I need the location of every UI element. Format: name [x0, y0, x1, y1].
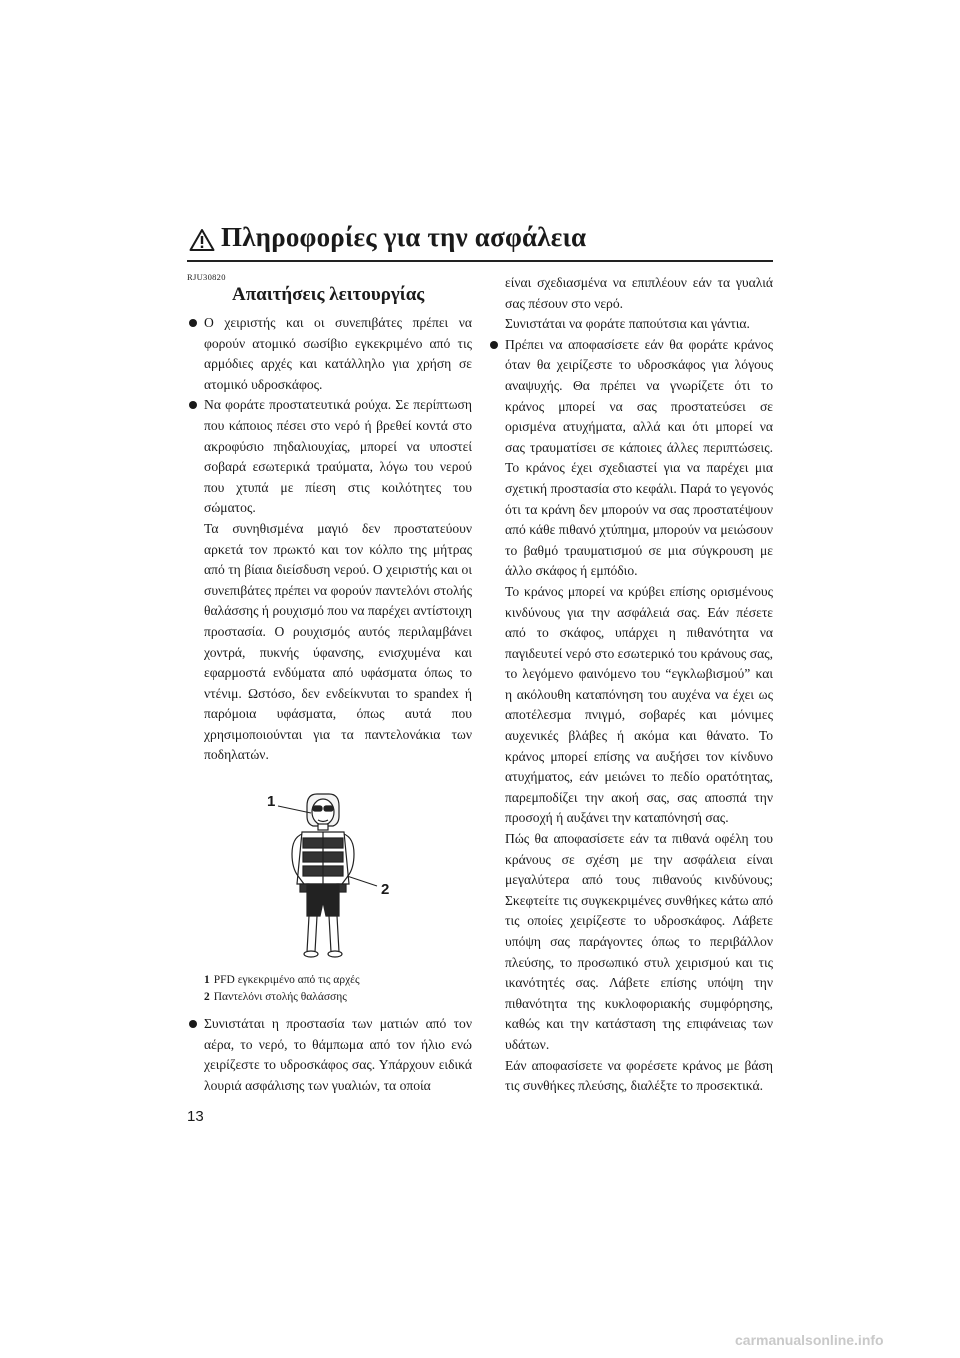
- figure-pfd-illustration: [187, 786, 472, 964]
- section-code: RJU30820: [187, 272, 226, 282]
- bullet-dot-icon: [189, 401, 197, 409]
- bullet-text: Ο χειριστής και οι συνεπιβάτες πρέπει να φορούν ατομικό σωσίβιο εγκεκριμένο από τις αρμόδιες αρχές και κατάλληλο για χρήση σε ατομικό υδροσκάφος.: [204, 315, 472, 392]
- caption-item: [204, 989, 472, 1006]
- caption-text: Παντελόνι στολής θαλάσσης: [213, 991, 347, 1004]
- figure-callout-1: 1: [267, 793, 276, 811]
- figure-captions: [187, 972, 472, 1006]
- bullet-item: [187, 313, 472, 395]
- paragraph: Το κράνος μπορεί να κρύβει επίσης ορισμένους κινδύνους για την ασφάλειά σας. Εάν πέσετε από το σκάφος, υπάρχει η πιθανότητα να παγιδευτεί νερό στο εσωτερικό του κράνους σας, το λεγόμενο φαινόμενο του “εγκλωβισμού” και η ακόλουθη καταπόνηση του αυχένα να έχει ως αποτέλεσμα πνιγμό, σοβαρές και μόνιμες αυχενικές βλάβες ή ακόμα και θάνατο. Το κράνος μπορεί επίσης να αυξήσει τον κίνδυνο ατυχήματος, εάν μειώνει το πεδίο ορατότητας, παρεμποδίζει την ακοή σας, σας αποσπά την προσοχή ή αυξάνει την καταπόνησή σας.: [505, 583, 773, 826]
- section-title: Απαιτήσεις λειτουργίας: [232, 284, 425, 305]
- caption-text: PFD εγκεκριμένο από τις αρχές: [213, 974, 360, 987]
- right-column: [488, 273, 773, 1097]
- bullet-item: [187, 1014, 472, 1096]
- watermark-text: carmanualsonline.info: [735, 1332, 884, 1348]
- person-wearing-pfd-illustration: [187, 786, 472, 964]
- bullet-item: [187, 395, 472, 519]
- page-number: 13: [187, 1108, 204, 1125]
- page-header: [187, 224, 773, 262]
- caption-number: 2: [204, 991, 210, 1004]
- bullet-item: [488, 335, 773, 582]
- caption-item: [204, 972, 472, 989]
- bullet-dot-icon: [189, 1020, 197, 1028]
- figure-callout-2: 2: [381, 881, 390, 899]
- bullet-text: Πρέπει να αποφασίσετε εάν θα φοράτε κράνος όταν θα χειρίζεστε το υδροσκάφος για λόγους αναψυχής. Θα πρέπει να γνωρίζετε ότι το κράνος μπορεί να σας προστατεύσει σε ορισμένα ατυχήματα, αλλά και ότι μπορεί να σας τραυματίσει σε κάποιες άλλες περιπτώσεις. Το κράνος έχει σχεδιαστεί για να παρέχει μια σχετική προστασία στο κεφάλι. Παρά το γεγονός ότι τα κράνη δεν μπορούν να σας προστατέψουν από κάθε πιθανό χτύπημα, μπορούν να μειώσουν το βαθμό τραυματισμού σε μια σύγκρουση με άλλο σκάφος ή εμπόδιο.: [505, 336, 773, 579]
- bullet-text: Συνιστάται η προστασία των ματιών από τον αέρα, το νερό, το θάμπωμα από τον ήλιο ενώ χειρίζεστε το υδροσκάφος σας. Υπάρχουν ειδικά λουριά ασφάλισης των γυαλιών, τα οποία: [204, 1016, 472, 1093]
- left-column: [187, 272, 472, 1096]
- warning-triangle-icon: [189, 228, 215, 252]
- bullet-dot-icon: [490, 341, 498, 349]
- paragraph: Εάν αποφασίσετε να φορέσετε κράνος με βάση τις συνθήκες πλεύσης, διαλέξτε το προσεκτικά.: [505, 1057, 773, 1094]
- page-title: Πληροφορίες για την ασφάλεια: [221, 222, 587, 252]
- paragraph: Συνιστάται να φοράτε παπούτσια και γάντια.: [505, 316, 750, 332]
- bullet-dot-icon: [189, 319, 197, 327]
- paragraph: Πώς θα αποφασίσετε εάν τα πιθανά οφέλη του κράνους σε σχέση με την ασφάλεια είναι μεγαλύτερα από τους πιθανούς κινδύνους; Σκεφτείτε τις συγκεκριμένες συνθήκες κάτω από τις οποίες χειρίζεστε το υδροσκάφος. Λάβετε υπόψη σας παράγοντες όπως το περιβάλλον πλεύσης, το προσωπικό στυλ χειρισμού και τις ικανότητές σας. Λάβετε επίσης υπόψη την πιθανότητα της κυκλοφοριακής συμφόρησης, καθώς και την κατάσταση της επιφάνειας των υδάτων.: [505, 831, 773, 1052]
- bullet-text: Να φοράτε προστατευτικά ρούχα. Σε περίπτωση που κάποιος πέσει στο νερό ή βρεθεί κοντά στο ακροφύσιο πηδαλιουχίας, μπορεί να υποστεί σοβαρά εσωτερικά τραύματα, λόγω του νερού που χτυπά με πίεση στις κοιλότητες του σώματος.: [204, 397, 472, 516]
- paragraph: Τα συνηθισμένα μαγιό δεν προστατεύουν αρκετά τον πρωκτό και τον κόλπο της μήτρας από τη βίαια διείσδυση νερού. Ο χειριστής και οι συνεπιβάτες πρέπει να φορούν παντελόνι στολής θαλάσσης ή ρουχισμό που να παρέχει αντίστοιχη προστασία. Ο ρουχισμός αυτός περιλαμβάνει χοντρά, πυκνής ύφανσης, ενισχυμένα και εφαρμοστά ενδύματα από υφάσματα όπως το ντένιμ. Ωστόσο, δεν ενδείκνυται το spandex ή παρόμοια υφάσματα, όπως αυτά που χρησιμοποιούνται για τα παντελονάκια των ποδηλατών.: [204, 520, 472, 763]
- caption-number: 1: [204, 974, 210, 987]
- paragraph: είναι σχεδιασμένα να επιπλέουν εάν τα γυαλιά σας πέσουν στο νερό.: [505, 275, 773, 311]
